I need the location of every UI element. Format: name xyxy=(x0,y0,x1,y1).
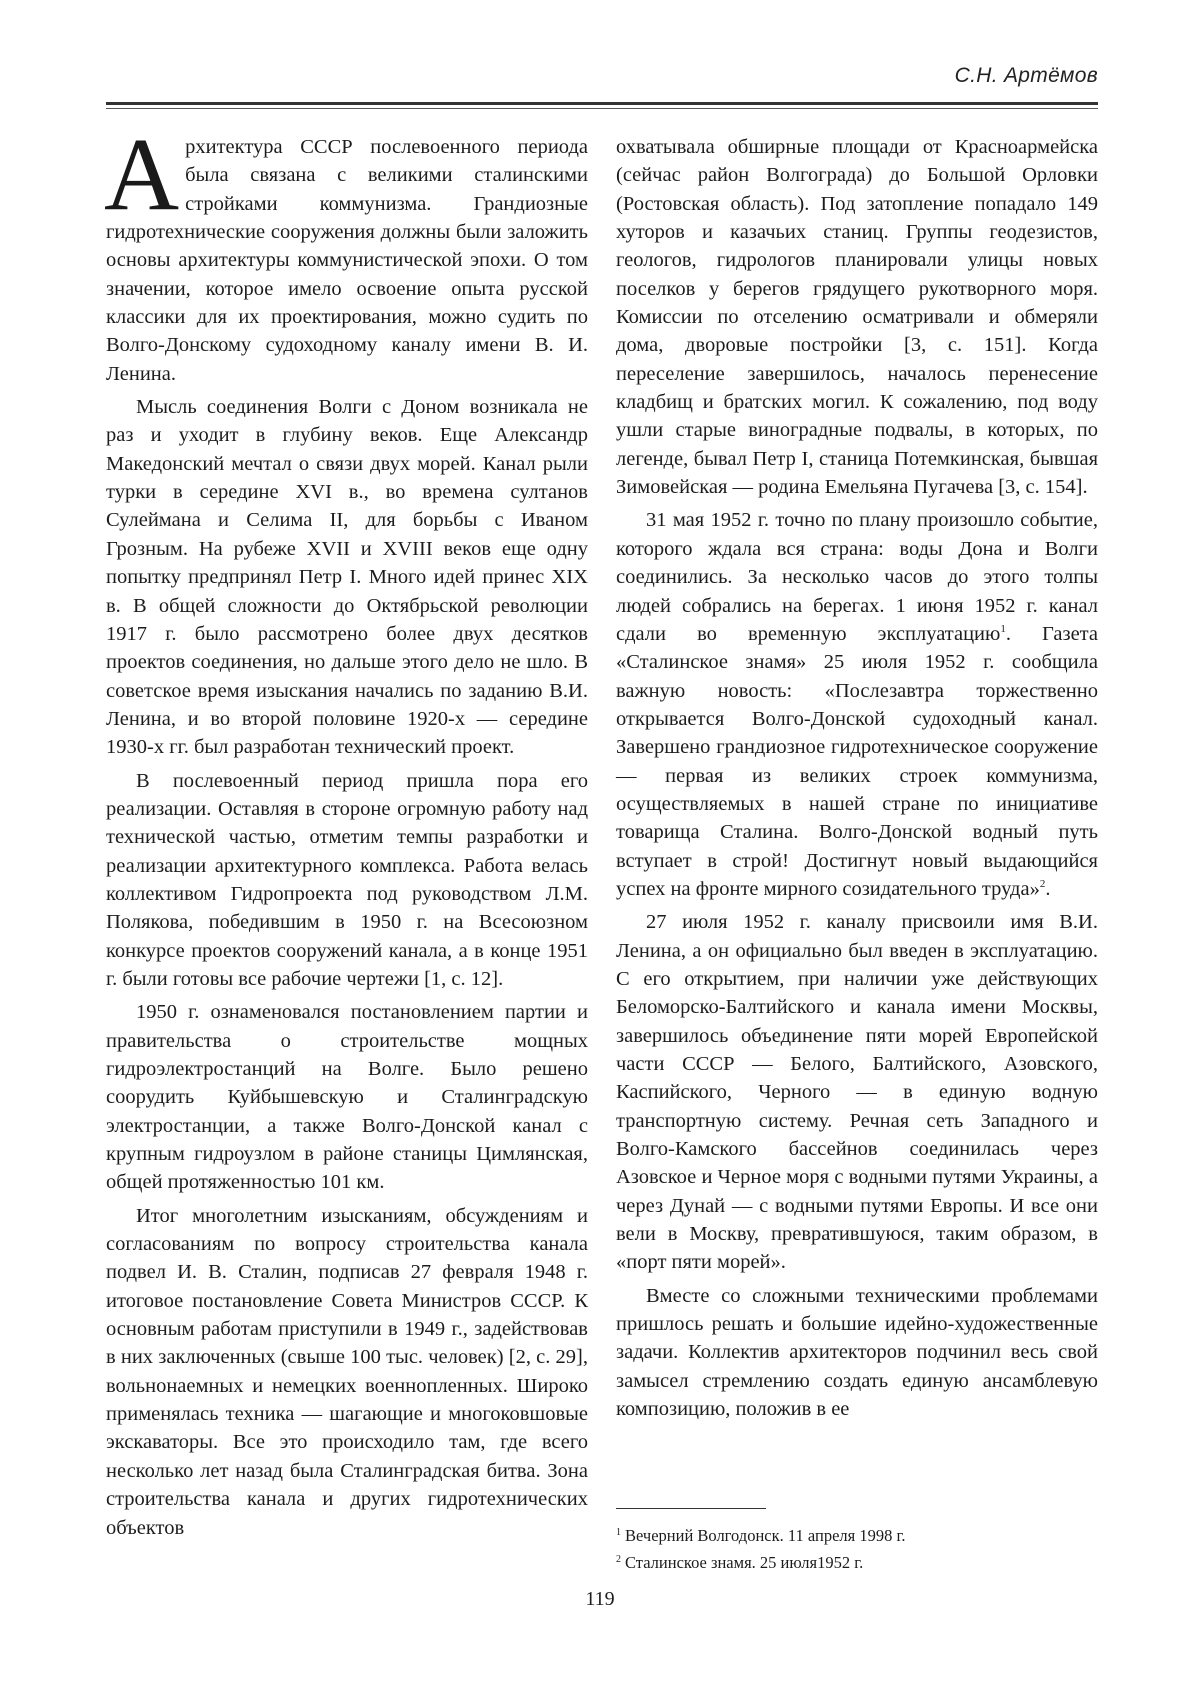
drop-cap-letter: А xyxy=(104,117,180,232)
footnotes xyxy=(616,1521,1098,1575)
paragraph-text: рхитектура СССР послевоенного периода была связана с великими сталинскими стройками коммунизма. Грандиозные гидротехнические сооружения должны были заложить основы архитектуры коммунистической эпохи. О том значении, которое имело освоение опыта русской классики для их проектирования, можно судить по Волго-Донскому судоходному каналу имени В. И. Ленина. xyxy=(106,136,588,385)
footnote-number: 1 xyxy=(616,1527,621,1538)
footnote-ref: 2 xyxy=(1039,877,1046,890)
paragraph-text: . Газета «Сталинское знамя» 25 июля 1952 г. сообщила важную новость: «Послезавтра торжественно открывается Волго-Донской судоходный канал. Завершено грандиозное гидротехническое сооружение — первая из великих строек коммунизма, осуществляемых в нашей стране по инициативе товарища Сталина. Волго-Донской водный путь вступает в строй! Достигнут новый выдающийся успех на фронте мирного созидательного труда» xyxy=(616,622,1098,900)
left-column xyxy=(104,117,588,1542)
paragraph: охватывала обширные площади от Красноармейска (сейчас район Волгограда) до Большой Орловки (Ростовская область). Под затопление попадало 149 хуторов и казачьих станиц. Группы геодезистов, геологов, гидрологов планировали улицы новых поселков у берегов грядущего рукотворного моря. Комиссии по отселению осматривали и обмеряли дома, дворовые постройки [3, с. 151]. Когда переселение завершилось, началось перенесение кладбищ и братских могил. К сожалению, под воду ушли старые виноградные подвалы, в которых, по легенде, бывал Петр I, станица Потемкинская, бывшая Зимовейская — родина Емельяна Пугачева [3, с. 154]. xyxy=(616,136,1098,499)
page-number: 119 xyxy=(585,1588,615,1610)
paragraph-text: 31 мая 1952 г. точно по плану произошло событие, которого ждала вся страна: воды Дона и Волги соединились. За несколько часов до этого толпы людей собрались на берегах. 1 июня 1952 г. канал сдали во временную эксплуатацию xyxy=(616,509,1098,645)
footnote xyxy=(616,1548,1098,1575)
paragraph: В послевоенный период пришла пора его реализации. Оставляя в стороне огромную работу над технической частью, отметим темпы разработки и реализации архитектурного комплекса. Работа велась коллективом Гидропроекта под руководством Л.М. Полякова, победившим в 1950 г. на Всесоюзном конкурсе проектов сооружений канала, а в конце 1951 г. были готовы все рабочие чертежи [1, с. 12]. xyxy=(106,769,588,990)
header-rule-thin xyxy=(106,108,1098,109)
paragraph: Мысль соединения Волги с Доном возникала не раз и уходит в глубину веков. Еще Александр Македонский мечтал о связи двух морей. Канал рыли турки в середине XVI в., во времена султанов Сулеймана и Селима II, для борьбы с Иваном Грозным. На рубеже XVII и XVIII веков еще одну попытку предпринял Петр I. Много идей принес XIX в. В общей сложности до Октябрьской революции 1917 г. было рассмотрено более двух десятков проектов соединения, но дальше этого дело не шло. В советское время изыскания начались по заданию В.И. Ленина, и во второй половине 1920-х — середине 1930-х гг. был разработан технический проект. xyxy=(106,396,588,759)
footnote-ref: 1 xyxy=(1000,622,1006,635)
footnote xyxy=(616,1521,1098,1548)
paragraph: 1950 г. ознаменовался постановлением партии и правительства о строительстве мощных гидроэлектростанций на Волге. Было решено соорудить Куйбышевскую и Сталинградскую электростанции, а также Волго-Донской канал с крупным гидроузлом в районе станицы Цимлянская, общей протяженностью 101 км. xyxy=(106,1001,588,1194)
footnote-text: Вечерний Волгодонск. 11 апреля 1998 г. xyxy=(625,1526,906,1545)
running-header-author: С.Н. Артёмов xyxy=(954,64,1098,87)
footnote-text: Сталинское знамя. 25 июля1952 г. xyxy=(625,1553,864,1572)
paragraph-text: . xyxy=(1045,877,1051,900)
right-column xyxy=(616,133,1098,1423)
paragraph: Итог многолетним изысканиям, обсуждениям и согласованиям по вопросу строительства канала подвел И. В. Сталин, подписав 27 февраля 1948 г. итоговое постановление Совета Министров СССР. К основным работам приступили в 1949 г., задействовав в них заключенных (свыше 100 тыс. человек) [2, с. 29], вольнонаемных и немецких военнопленных. Широко применялась техника — шагающие и многоковшовые экскаваторы. Все это происходило там, где всего несколько лет назад была Сталинградская битва. Зона строительства канала и других гидротехнических объектов xyxy=(106,1204,588,1539)
paragraph: 27 июля 1952 г. каналу присвоили имя В.И. Ленина, а он официально был введен в эксплуатацию. С его открытием, при наличии уже действующих Беломорско-Балтийского и канала имени Москвы, завершилось объединение пяти морей Европейской части СССР — Белого, Балтийского, Азовского, Каспийского, Черного — в единую водную транспортную систему. Речная сеть Западного и Волго-Камского бассейнов соединилась через Азовское и Черное моря с водными путями Украины, а через Дунай — с водными путями Европы. И все они вели в Москву, превратившуюся, таким образом, в «порт пяти морей». xyxy=(616,911,1098,1274)
paragraph xyxy=(616,506,1098,903)
paragraph: Вместе со сложными техническими проблемами пришлось решать и большие идейно-художественные задачи. Коллектив архитекторов подчинил весь свой замысел стремлению создать единую ансамблевую композицию, положив в ее xyxy=(616,1284,1098,1421)
paragraph xyxy=(104,117,588,388)
footnote-number: 2 xyxy=(616,1554,621,1565)
footnote-separator xyxy=(616,1508,766,1509)
header-rule-thick xyxy=(106,102,1098,105)
